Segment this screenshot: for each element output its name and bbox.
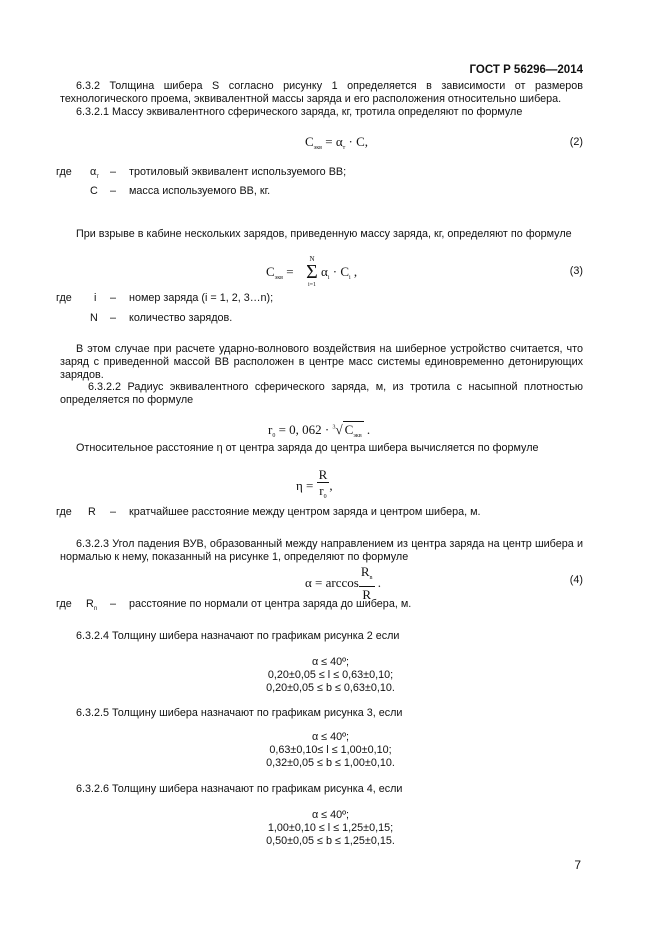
sum-lower-limit: i=1	[307, 282, 317, 288]
dash: –	[110, 506, 117, 518]
definition-text: расстояние по нормали от центра заряда до шибера, м.	[129, 598, 412, 610]
condition-line: 0,63±0,10≤ l ≤ 1,00±0,10;	[269, 744, 392, 756]
condition-line: 0,50±0,05 ≤ b ≤ 1,25±0,15.	[266, 835, 395, 847]
equation-number-3: (3)	[569, 265, 583, 277]
document-header: ГОСТ Р 56296—2014	[469, 64, 583, 76]
sum-sign: Σ	[306, 261, 318, 283]
dash: –	[110, 292, 117, 304]
fraction: $\frac{R_n}{R}$	[360, 564, 373, 602]
symbol-r: R	[88, 506, 96, 518]
sum-upper-limit: N	[309, 255, 315, 263]
paragraph-relative-distance: Относительное расстояние η от центра заряда до центра шибера вычисляется по формуле	[76, 442, 539, 454]
definition-text: кратчайшее расстояние между центром заряда и центром шибера, м.	[129, 506, 481, 518]
dash: –	[110, 598, 117, 610]
paragraph-6-3-2-4: 6.3.2.4 Толщину шибера назначают по графикам рисунка 2 если	[76, 630, 400, 642]
dash: –	[110, 312, 117, 324]
condition-line: 0,20±0,05 ≤ l ≤ 0,63±0,10;	[267, 669, 394, 681]
paragraph-6-3-2-6: 6.3.2.6 Толщину шибера назначают по графикам рисунка 4, если	[76, 783, 403, 795]
where-word: где	[56, 166, 72, 178]
condition-line: α ≤ 40º;	[311, 731, 350, 743]
paragraph-6-3-2-1: 6.3.2.1 Массу эквивалентного сферического заряда, кг, тротила определяют по формуле	[76, 106, 523, 118]
symbol-r-n: $R_n$	[86, 598, 98, 612]
where-word: где	[56, 598, 72, 610]
definition-text: номер заряда (i = 1, 2, 3…n);	[129, 292, 274, 304]
page-number: 7	[574, 858, 581, 872]
paragraph-6-3-2: 6.3.2 Толщина шибера S согласно рисунку 1 определяется в зависимости от размеров технологического проема, эквивалентной массы заряда и его расположения относительно шибера.	[60, 80, 583, 105]
paragraph-6-3-2-5: 6.3.2.5 Толщину шибера назначают по графикам рисунка 3, если	[76, 707, 403, 719]
definition-text: масса используемого ВВ, кг.	[129, 185, 271, 197]
formula-2-lhs: C	[305, 134, 314, 149]
formula-r0: $r_0 = 0$, 062 · $^3$√ $C_{экв}$ .	[268, 422, 371, 439]
symbol-i: i	[94, 292, 97, 304]
formula-eta: η = $\frac{R}{r_0}$ ,	[296, 467, 333, 505]
symbol-alpha-t: $\alpha_т$	[90, 166, 99, 180]
condition-line: 0,20±0,05 ≤ b ≤ 0,63±0,10.	[266, 682, 395, 694]
paragraph-center-of-mass: В этом случае при расчете ударно-волнового воздействия на шиберное устройство считается, что заряд с приведенной массой ВВ расположен в центре масс системы единовременно детонирующих зарядов.	[60, 343, 583, 381]
equation-number-2: (2)	[569, 136, 583, 148]
paragraph-6-3-2-2: 6.3.2.2 Радиус эквивалентного сферического заряда, м, из тротила с насыпной плотностью определяется по формуле	[60, 381, 583, 406]
fraction: $\frac{R}{r_0}$	[318, 467, 328, 500]
paragraph-multiple-charges: При взрыве в кабине нескольких зарядов, приведенную массу заряда, кг, определяют по формуле	[76, 228, 572, 240]
condition-line: α ≤ 40º;	[311, 656, 350, 668]
condition-line: 1,00±0,10 ≤ l ≤ 1,25±0,15;	[267, 822, 394, 834]
paragraph-6-3-2-3: 6.3.2.3 Угол падения ВУВ, образованный между направлением из центра заряда на центр шибера и нормалью к нему, показанный на рисунке 1, определяют по формуле	[60, 538, 583, 563]
definition-text: тротиловый эквивалент используемого ВВ;	[129, 166, 347, 178]
cube-root-sign: √	[335, 422, 343, 437]
dash: –	[110, 166, 117, 178]
condition-line: 0,32±0,05 ≤ b ≤ 1,00±0,10.	[266, 757, 395, 769]
symbol-c: C	[90, 185, 98, 197]
where-word: где	[56, 292, 72, 304]
dash: –	[110, 185, 117, 197]
formula-4: α = arccos $\frac{R_n}{R}$ .	[305, 564, 382, 602]
formula-2: $C_{экв} = \alpha_т \cdot C$,	[305, 134, 369, 151]
where-word: где	[56, 506, 72, 518]
symbol-n: N	[90, 312, 98, 324]
equation-number-4: (4)	[569, 574, 583, 586]
definition-text: количество зарядов.	[129, 312, 233, 324]
radicand: $C_{экв}$	[344, 422, 362, 439]
condition-line: α ≤ 40º;	[311, 809, 350, 821]
